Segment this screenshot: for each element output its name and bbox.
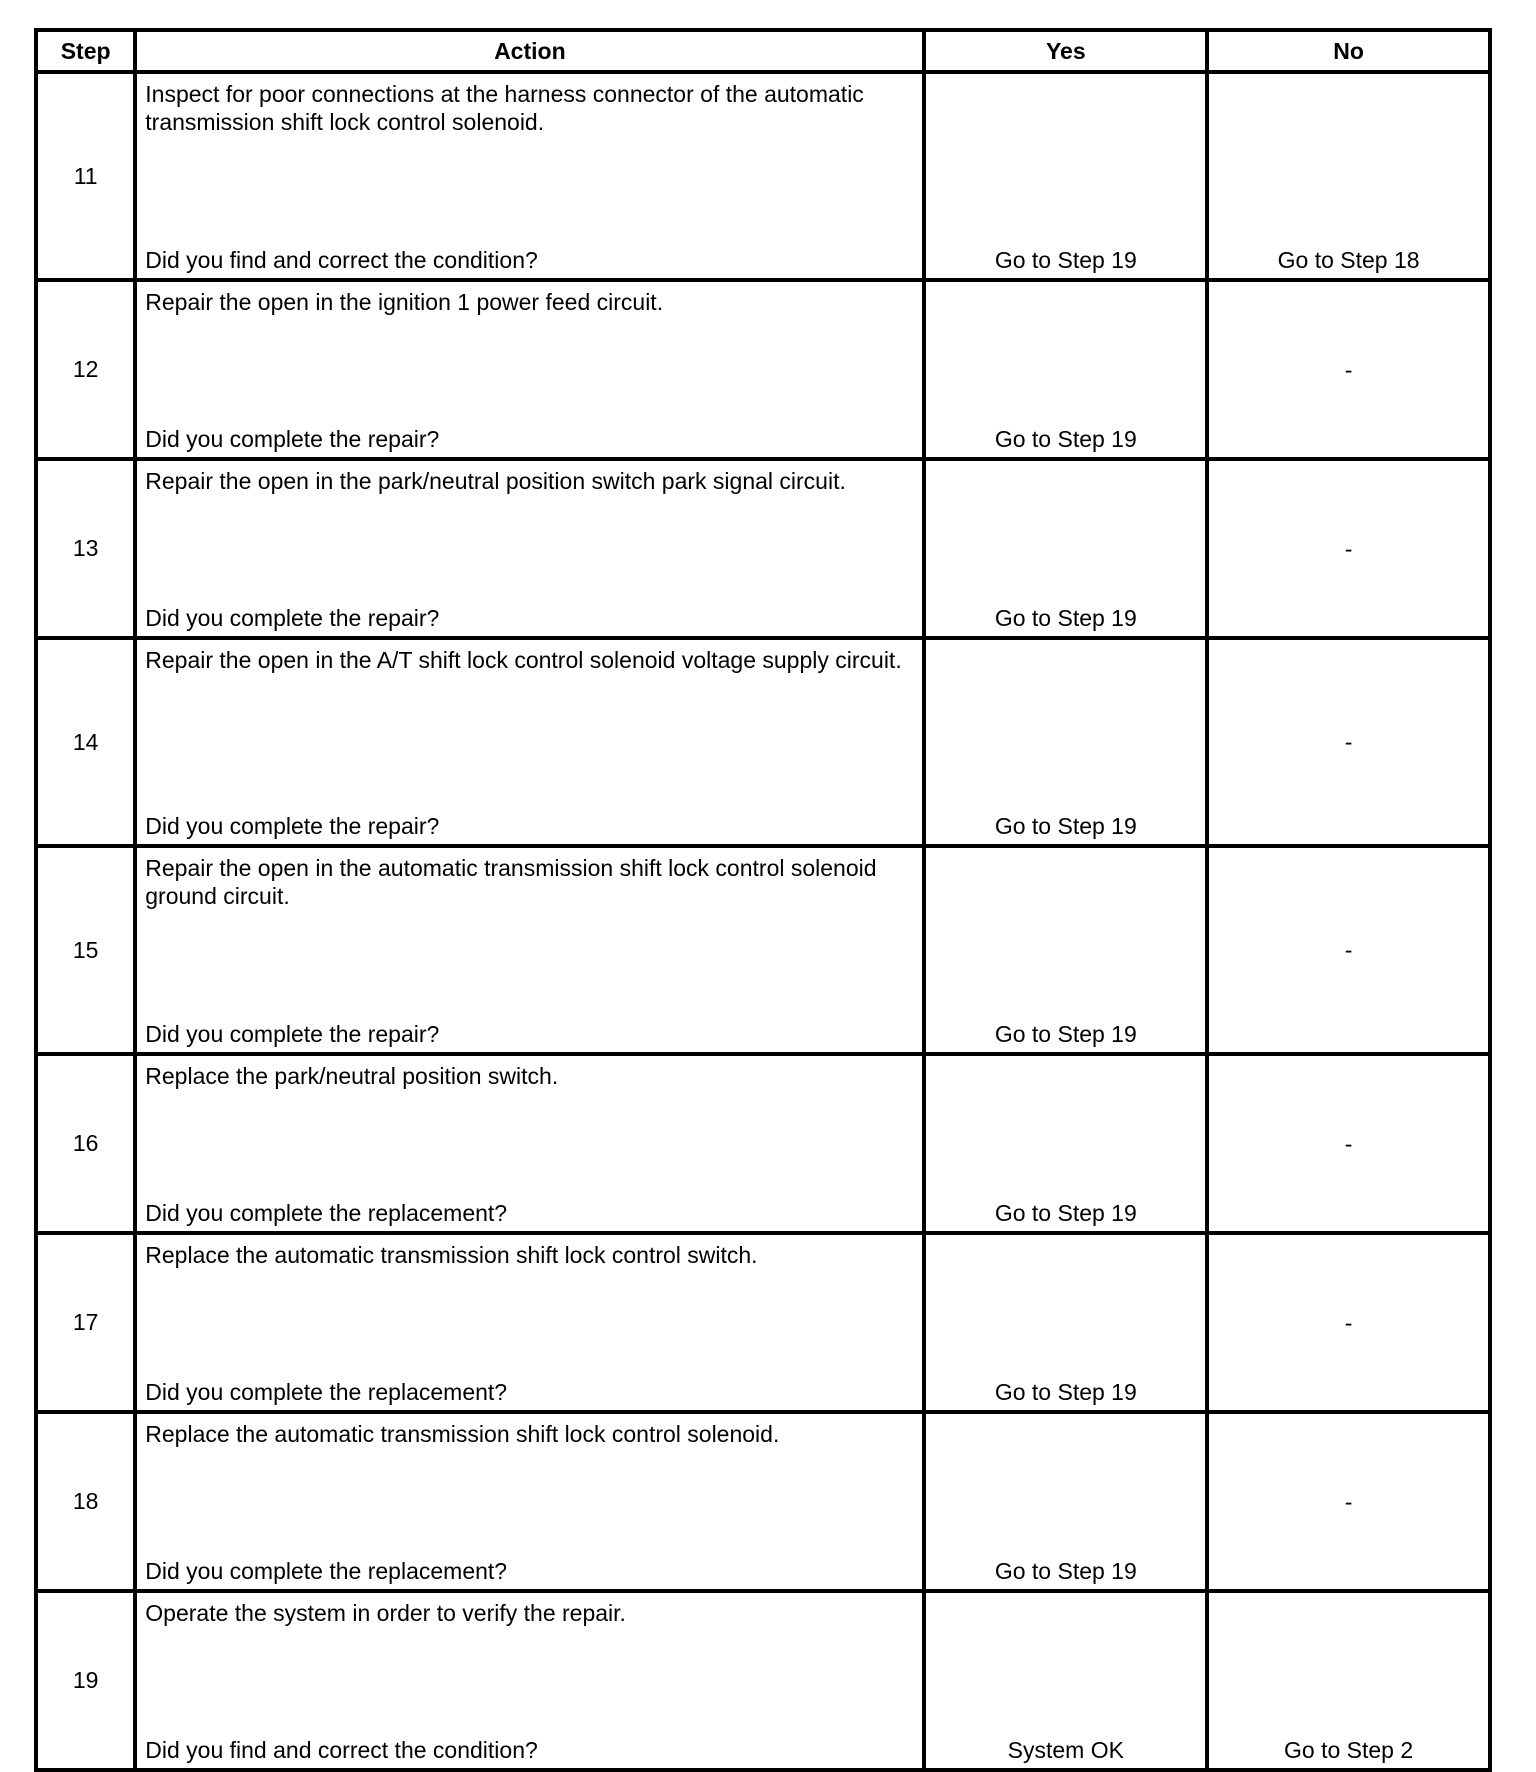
action-cell [135,1591,924,1770]
yes-cell [924,72,1207,280]
header-step: Step [36,30,135,72]
action-question: Did you complete the repair? [145,426,440,452]
step-number: 19 [36,1591,135,1770]
step-number: 16 [36,1054,135,1233]
table-row-step-11 [36,72,1490,280]
yes-result: System OK [1007,1737,1124,1763]
step-number: 12 [36,280,135,459]
yes-result: Go to Step 19 [994,1200,1137,1226]
no-result: - [1344,1130,1353,1157]
no-cell [1207,459,1490,638]
step-number: 15 [36,846,135,1054]
header-action: Action [135,30,924,72]
action-question: Did you complete the repair? [145,1021,440,1047]
action-cell [135,72,924,280]
action-text: Inspect for poor connections at the harness connector of the automatic transmission shift lock control solenoid. [145,81,864,135]
yes-result: Go to Step 19 [994,1558,1137,1584]
action-cell [135,1412,924,1591]
yes-cell [924,1233,1207,1412]
step-number: 17 [36,1233,135,1412]
yes-result: Go to Step 19 [994,813,1137,839]
yes-cell [924,1054,1207,1233]
no-result: Go to Step 18 [1277,247,1420,273]
no-result: - [1344,937,1353,963]
table-row-step-12 [36,280,1490,459]
table-row-step-16 [36,1054,1490,1233]
header-row [36,30,1490,72]
yes-result: Go to Step 19 [994,426,1137,452]
header-no: No [1207,30,1490,72]
action-text: Replace the automatic transmission shift lock control switch. [145,1242,758,1268]
no-result: - [1344,1309,1353,1336]
table-row-step-14 [36,638,1490,846]
action-cell [135,846,924,1054]
table-row-step-19 [36,1591,1490,1770]
yes-cell [924,638,1207,846]
header-yes: Yes [924,30,1207,72]
no-cell [1207,1233,1490,1412]
step-number: 18 [36,1412,135,1591]
action-text: Repair the open in the park/neutral position switch park signal circuit. [145,468,846,494]
action-question: Did you find and correct the condition? [145,247,538,273]
action-text: Operate the system in order to verify the repair. [145,1600,626,1626]
yes-result: Go to Step 19 [994,247,1137,273]
table-row-step-18 [36,1412,1490,1591]
action-cell [135,280,924,459]
no-result: - [1344,729,1353,755]
yes-cell [924,1412,1207,1591]
action-text: Repair the open in the automatic transmission shift lock control solenoid ground circuit. [145,855,877,909]
action-question: Did you complete the replacement? [145,1558,508,1584]
action-text: Replace the park/neutral position switch. [145,1063,559,1089]
action-cell [135,638,924,846]
action-text: Repair the open in the A/T shift lock control solenoid voltage supply circuit. [145,647,902,673]
no-cell [1207,1054,1490,1233]
table-row-step-13 [36,459,1490,638]
action-question: Did you complete the replacement? [145,1379,508,1405]
step-number: 14 [36,638,135,846]
no-cell [1207,1591,1490,1770]
no-cell [1207,1412,1490,1591]
action-question: Did you complete the replacement? [145,1200,508,1226]
no-cell [1207,72,1490,280]
table-row-step-17 [36,1233,1490,1412]
action-text: Repair the open in the ignition 1 power feed circuit. [145,289,664,315]
action-question: Did you find and correct the condition? [145,1737,538,1763]
action-cell [135,1233,924,1412]
no-result: - [1344,1488,1353,1515]
diagnostic-table [34,28,1492,1772]
no-result: - [1344,535,1353,562]
yes-result: Go to Step 19 [994,1021,1137,1047]
no-result: Go to Step 2 [1284,1737,1414,1763]
no-cell [1207,638,1490,846]
no-cell [1207,846,1490,1054]
yes-result: Go to Step 19 [994,1379,1137,1405]
action-text: Replace the automatic transmission shift lock control solenoid. [145,1421,780,1447]
action-cell [135,1054,924,1233]
step-number: 13 [36,459,135,638]
yes-cell [924,1591,1207,1770]
action-question: Did you complete the repair? [145,813,440,839]
action-cell [135,459,924,638]
yes-cell [924,846,1207,1054]
yes-result: Go to Step 19 [994,605,1137,631]
no-cell [1207,280,1490,459]
step-number: 11 [36,72,135,280]
yes-cell [924,280,1207,459]
table-row-step-15 [36,846,1490,1054]
no-result: - [1344,356,1353,383]
yes-cell [924,459,1207,638]
action-question: Did you complete the repair? [145,605,440,631]
